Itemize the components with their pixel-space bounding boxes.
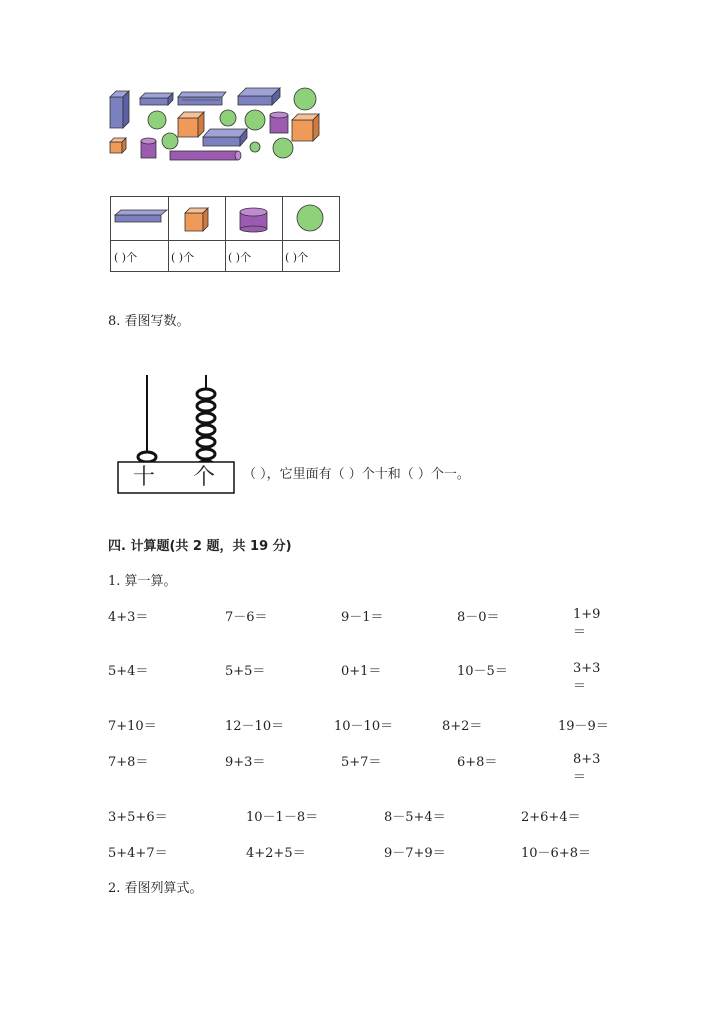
arithmetic-item: 8+2＝ bbox=[442, 719, 483, 734]
question-8-title: 8. 看图写数。 bbox=[108, 314, 190, 329]
count-blank: ( )个 bbox=[171, 251, 195, 264]
arithmetic-item: 9+3＝ bbox=[225, 755, 266, 770]
tall-cuboid-icon bbox=[110, 91, 129, 128]
ones-beads-icon bbox=[197, 389, 215, 471]
sphere-icon bbox=[162, 133, 178, 149]
flat-cuboid-icon bbox=[140, 93, 173, 105]
section-heading: 四. 计算题(共 2 题，共 19 分) bbox=[108, 539, 292, 554]
cylinder-icon bbox=[225, 197, 282, 240]
arithmetic-item: 3+3＝ bbox=[573, 661, 601, 694]
arithmetic-item: 4+3＝ bbox=[108, 610, 149, 625]
ones-label: 个 bbox=[193, 465, 216, 490]
count-blank: ( )个 bbox=[228, 251, 252, 264]
shape-count-table bbox=[110, 196, 340, 272]
arithmetic-item: 10－6+8＝ bbox=[521, 846, 591, 861]
arithmetic-item: 7+10＝ bbox=[108, 719, 157, 734]
cube-icon bbox=[178, 112, 204, 137]
cylinder-icon bbox=[270, 112, 288, 133]
arithmetic-item: 5+5＝ bbox=[225, 664, 266, 679]
arithmetic-item: 4+2+5＝ bbox=[246, 846, 306, 861]
table-cell bbox=[282, 197, 339, 271]
arithmetic-item: 7－6＝ bbox=[225, 610, 268, 625]
question-8-answer-line: （ ），它里面有（ ）个十和（ ）个一。 bbox=[243, 467, 470, 482]
arithmetic-item: 10－5＝ bbox=[457, 664, 508, 679]
shapes-illustration bbox=[0, 0, 720, 180]
flat-cuboid-icon bbox=[111, 197, 168, 240]
cylinder-icon bbox=[170, 151, 241, 160]
arithmetic-item: 0+1＝ bbox=[341, 664, 382, 679]
sphere-icon bbox=[220, 110, 236, 126]
arithmetic-item: 8－5+4＝ bbox=[384, 810, 446, 825]
question-1-title: 1. 算一算。 bbox=[108, 574, 177, 589]
sphere-icon bbox=[245, 110, 265, 130]
arithmetic-item: 7+8＝ bbox=[108, 755, 149, 770]
sphere-icon bbox=[294, 88, 316, 110]
sphere-icon bbox=[250, 142, 260, 152]
cube-icon bbox=[292, 114, 319, 141]
cube-icon bbox=[168, 197, 225, 240]
arithmetic-item: 19－9＝ bbox=[558, 719, 609, 734]
flat-cuboid-icon bbox=[178, 92, 226, 105]
arithmetic-item: 2+6+4＝ bbox=[521, 810, 581, 825]
arithmetic-item: 10－10＝ bbox=[334, 719, 394, 734]
arithmetic-item: 5+7＝ bbox=[341, 755, 382, 770]
flat-cuboid-icon bbox=[238, 88, 280, 105]
arithmetic-item: 8+3＝ bbox=[573, 752, 601, 785]
arithmetic-item: 9－7+9＝ bbox=[384, 846, 446, 861]
arithmetic-item: 1+9＝ bbox=[573, 607, 601, 640]
arithmetic-item: 9－1＝ bbox=[341, 610, 384, 625]
table-cell bbox=[225, 197, 283, 271]
arithmetic-item: 3+5+6＝ bbox=[108, 810, 168, 825]
arithmetic-item: 6+8＝ bbox=[457, 755, 498, 770]
sphere-icon bbox=[282, 197, 339, 240]
sphere-icon bbox=[148, 111, 166, 129]
cylinder-icon bbox=[141, 138, 156, 158]
sphere-icon bbox=[273, 138, 293, 158]
arithmetic-item: 8－0＝ bbox=[457, 610, 500, 625]
arithmetic-item: 5+4+7＝ bbox=[108, 846, 168, 861]
arithmetic-item: 12－10＝ bbox=[225, 719, 285, 734]
table-cell bbox=[168, 197, 226, 271]
table-cell bbox=[111, 197, 169, 271]
arithmetic-item: 10－1－8＝ bbox=[246, 810, 319, 825]
tens-label: 十 bbox=[133, 465, 156, 490]
count-blank: ( )个 bbox=[114, 251, 138, 264]
arithmetic-item: 5+4＝ bbox=[108, 664, 149, 679]
flat-cuboid-icon bbox=[203, 129, 247, 146]
question-2-title: 2. 看图列算式。 bbox=[108, 881, 203, 896]
cube-icon bbox=[110, 138, 126, 153]
count-blank: ( )个 bbox=[285, 251, 309, 264]
